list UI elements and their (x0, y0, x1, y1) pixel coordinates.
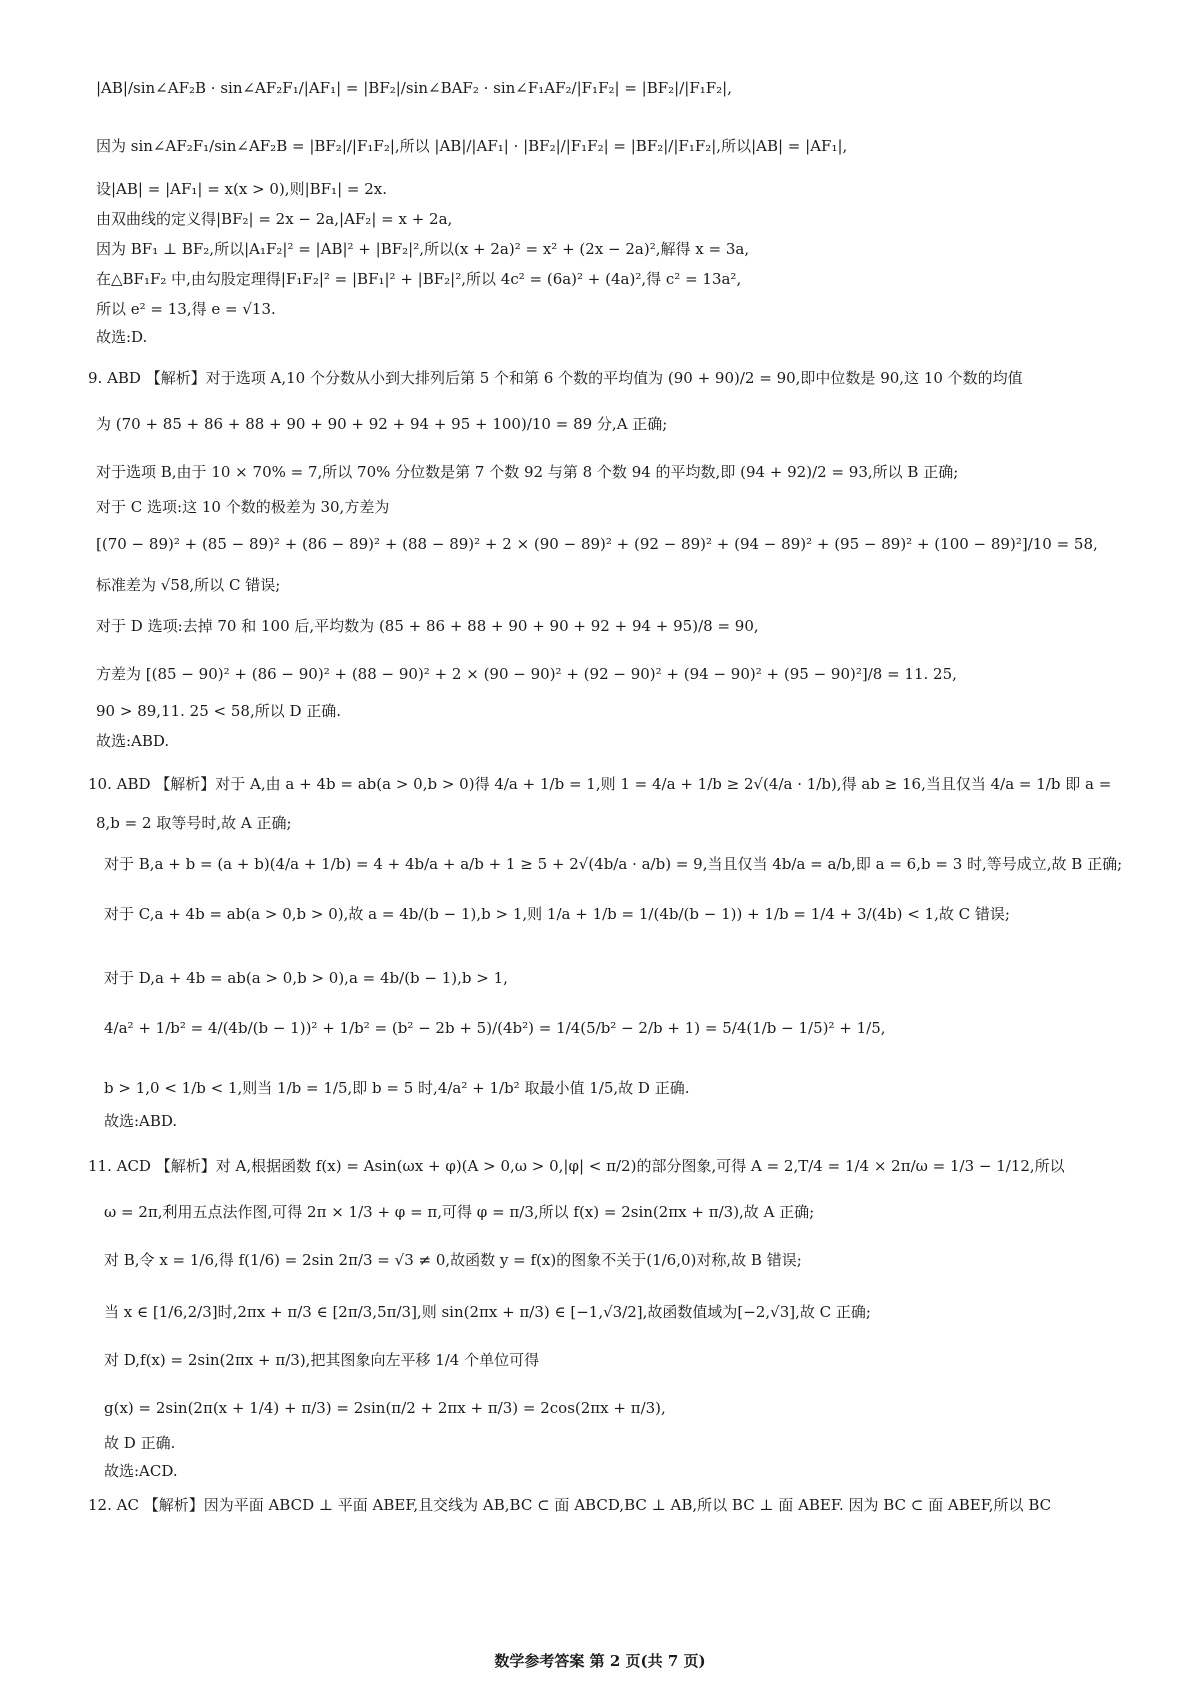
answer-choice: 故选:ABD. (104, 1112, 178, 1130)
question-10-header: 10. ABD 【解析】对于 A,由 a + 4b = ab(a > 0,b > 0)得 4/a + 1/b = 1,则 1 = 4/a + 1/b ≥ 2√(4/a · 1/b),得 ab ≥ 16,当且仅当 4/a = 1/b 即 a = (88, 775, 1112, 793)
question-12-header: 12. AC 【解析】因为平面 ABCD ⊥ 平面 ABEF,且交线为 AB,BC ⊂ 面 ABCD,BC ⊥ AB,所以 BC ⊥ 面 ABEF. 因为 BC ⊂ 面 ABEF,所以 BC (88, 1496, 1052, 1514)
text-line: 故 D 正确. (104, 1434, 176, 1452)
formula-line: 对于 B,a + b = (a + b)(4/a + 1/b) = 4 + 4b/a + a/b + 1 ≥ 5 + 2√(4b/a · a/b) = 9,当且仅当 4b/a = a/b,即 a = 6,b = 3 时,等号成立,故 B 正确; (104, 855, 1123, 873)
answer-choice: 故选:ABD. (96, 732, 170, 750)
formula-line: 4/a² + 1/b² = 4/(4b/(b − 1))² + 1/b² = (b² − 2b + 5)/(4b²) = 1/4(5/b² − 2/b + 1) = 5/4(1/b − 1/5)² + 1/5, (104, 1019, 886, 1037)
formula-line: 对于 D,a + 4b = ab(a > 0,b > 0),a = 4b/(b − 1),b > 1, (104, 969, 508, 987)
text-line: 在△BF₁F₂ 中,由勾股定理得|F₁F₂|² = |BF₁|² + |BF₂|²,所以 4c² = (6a)² + (4a)²,得 c² = 13a², (96, 270, 742, 288)
formula-line: b > 1,0 < 1/b < 1,则当 1/b = 1/5,即 b = 5 时,4/a² + 1/b² 取最小值 1/5,故 D 正确. (104, 1079, 690, 1097)
answer-choice: 故选:D. (96, 328, 148, 346)
text-line: 对于 C 选项:这 10 个数的极差为 30,方差为 (96, 498, 390, 516)
formula-line: [(70 − 89)² + (85 − 89)² + (86 − 89)² + (88 − 89)² + 2 × (90 − 89)² + (92 − 89)² + (94 − 89)² + (95 − 89)² + (100 − 89)²]/10 = 58, (96, 535, 1098, 553)
question-11-header: 11. ACD 【解析】对 A,根据函数 f(x) = Asin(ωx + φ)(A > 0,ω > 0,|φ| < π/2)的部分图象,可得 A = 2,T/4 = 1/4 × 2π/ω = 1/3 − 1/12,所以 (88, 1157, 1065, 1175)
text-line: 8,b = 2 取等号时,故 A 正确; (96, 814, 292, 832)
formula-line: ω = 2π,利用五点法作图,可得 2π × 1/3 + φ = π,可得 φ = π/3,所以 f(x) = 2sin(2πx + π/3),故 A 正确; (104, 1203, 815, 1221)
text-line: 因为 BF₁ ⊥ BF₂,所以|A₁F₂|² = |AB|² + |BF₂|²,所以(x + 2a)² = x² + (2x − 2a)²,解得 x = 3a, (96, 240, 750, 258)
text-line: 设|AB| = |AF₁| = x(x > 0),则|BF₁| = 2x. (96, 180, 387, 198)
formula-line: 对 D,f(x) = 2sin(2πx + π/3),把其图象向左平移 1/4 个单位可得 (104, 1351, 540, 1369)
text-line: 所以 e² = 13,得 e = √13. (96, 300, 276, 318)
formula-line: g(x) = 2sin(2π(x + 1/4) + π/3) = 2sin(π/2 + 2πx + π/3) = 2cos(2πx + π/3), (104, 1399, 666, 1417)
formula-line: 为 (70 + 85 + 86 + 88 + 90 + 90 + 92 + 94 + 95 + 100)/10 = 89 分,A 正确; (96, 415, 668, 433)
formula-line: 对 B,令 x = 1/6,得 f(1/6) = 2sin 2π/3 = √3 ≠ 0,故函数 y = f(x)的图象不关于(1/6,0)对称,故 B 错误; (104, 1251, 802, 1269)
formula-line: 当 x ∈ [1/6,2/3]时,2πx + π/3 ∈ [2π/3,5π/3],则 sin(2πx + π/3) ∈ [−1,√3/2],故函数值域为[−2,√3],故 C 正确; (104, 1303, 871, 1321)
formula-line: 因为 sin∠AF₂F₁/sin∠AF₂B = |BF₂|/|F₁F₂|,所以 |AB|/|AF₁| · |BF₂|/|F₁F₂| = |BF₂|/|F₁F₂|,所以|AB| = |AF₁|, (96, 137, 848, 155)
formula-line: 对于 D 选项:去掉 70 和 100 后,平均数为 (85 + 86 + 88 + 90 + 90 + 92 + 94 + 95)/8 = 90, (96, 617, 759, 635)
question-9-header: 9. ABD 【解析】对于选项 A,10 个分数从小到大排列后第 5 个和第 6 个数的平均值为 (90 + 90)/2 = 90,即中位数是 90,这 10 个数的均值 (88, 369, 1023, 387)
formula-line: |AB|/sin∠AF₂B · sin∠AF₂F₁/|AF₁| = |BF₂|/sin∠BAF₂ · sin∠F₁AF₂/|F₁F₂| = |BF₂|/|F₁F₂|, (96, 79, 732, 97)
text-line: 标准差为 √58,所以 C 错误; (96, 576, 281, 594)
answer-choice: 故选:ACD. (104, 1462, 178, 1480)
formula-line: 对于 C,a + 4b = ab(a > 0,b > 0),故 a = 4b/(b − 1),b > 1,则 1/a + 1/b = 1/(4b/(b − 1)) + 1/b = 1/4 + 3/(4b) < 1,故 C 错误; (104, 905, 1010, 923)
formula-line: 方差为 [(85 − 90)² + (86 − 90)² + (88 − 90)² + 2 × (90 − 90)² + (92 − 90)² + (94 − 90)² + (95 − 90)²]/8 = 11. 25, (96, 665, 957, 683)
formula-line: 对于选项 B,由于 10 × 70% = 7,所以 70% 分位数是第 7 个数 92 与第 8 个数 94 的平均数,即 (94 + 92)/2 = 93,所以 B 正确; (96, 463, 959, 481)
text-line: 由双曲线的定义得|BF₂| = 2x − 2a,|AF₂| = x + 2a, (96, 210, 453, 228)
text-line: 90 > 89,11. 25 < 58,所以 D 正确. (96, 702, 342, 720)
page-footer: 数学参考答案 第 2 页(共 7 页) (494, 1652, 706, 1670)
